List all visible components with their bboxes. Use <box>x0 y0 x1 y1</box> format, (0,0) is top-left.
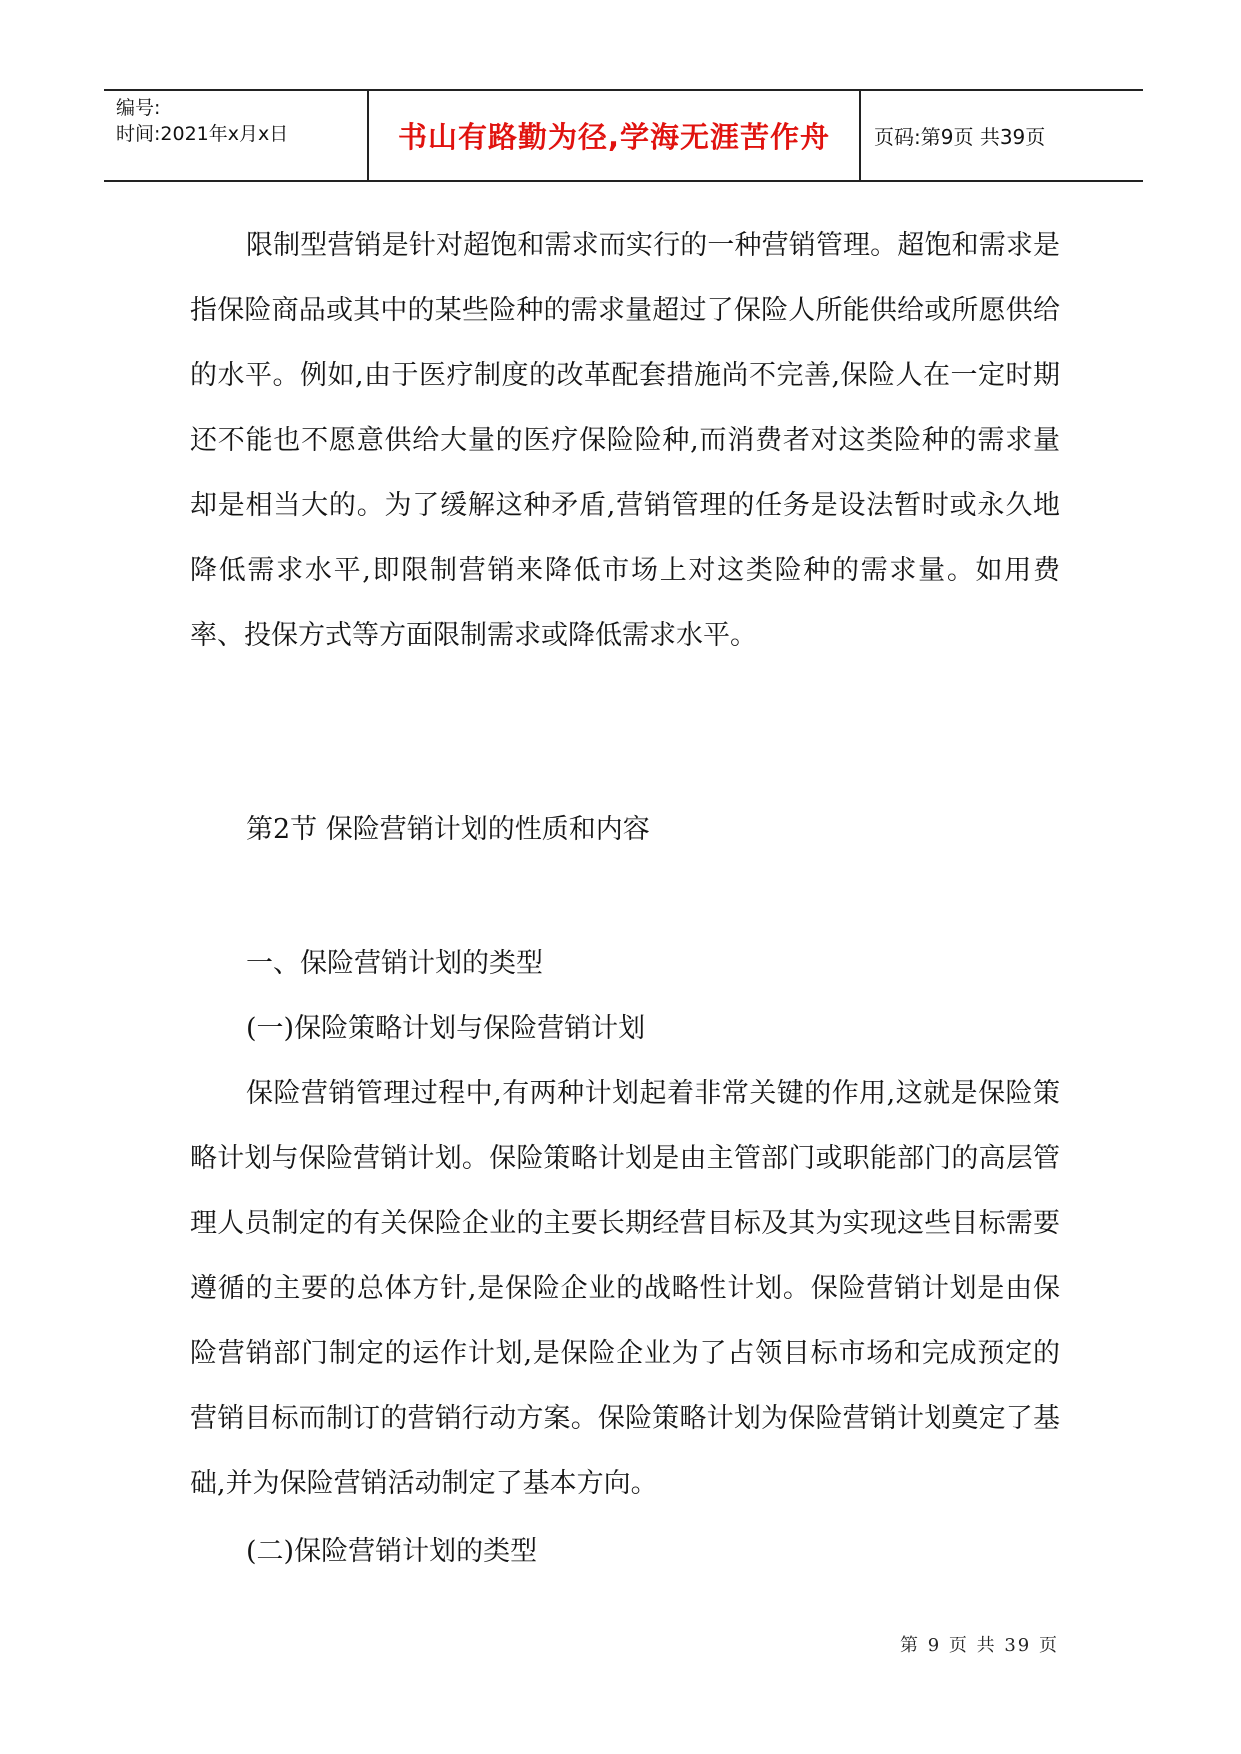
header-motto: 书山有路勤为径,学海无涯苦作舟 <box>397 120 831 154</box>
header-page-number: 页码:第9页 共39页 <box>874 125 1046 149</box>
page-footer: 第 9 页 共 39 页 <box>900 1635 1059 1656</box>
body-section-1 <box>190 213 1060 668</box>
document-time-label: 时间:2021年x月x日 <box>116 123 289 145</box>
body-section-2 <box>190 1061 1060 1516</box>
paragraph-restrictive-marketing: 限制型营销是针对超饱和需求而实行的一种营销管理。超饱和需求是指保险商品或其中的某些险种的需求量超过了保险人所能供给或所愿供给的水平。例如,由于医疗制度的改革配套措施尚不完善,保险人在一定时期还不能也不愿意供给大量的医疗保险险种,而消费者对这类险种的需求量却是相当大的。为了缓解这种矛盾,营销管理的任务是设法暂时或永久地降低需求水平,即限制营销来降低市场上对这类险种的需求量。如用费率、投保方式等方面限制需求或降低需求水平。 <box>190 230 1060 651</box>
document-number-label: 编号: <box>116 97 161 119</box>
heading-level-1: 一、保险营销计划的类型 <box>246 948 543 979</box>
header-meta <box>116 95 288 147</box>
document-header <box>104 89 1143 182</box>
heading-level-2: (二)保险营销计划的类型 <box>246 1536 538 1567</box>
heading-level-2: (一)保险策略计划与保险营销计划 <box>246 1013 646 1044</box>
paragraph-strategy-vs-marketing-plan: 保险营销管理过程中,有两种计划起着非常关键的作用,这就是保险策略计划与保险营销计划。保险策略计划是由主管部门或职能部门的高层管理人员制定的有关保险企业的主要长期经营目标及其为实现这些目标需要遵循的主要的总体方针,是保险企业的战略性计划。保险营销计划是由保险营销部门制定的运作计划,是保险企业为了占领目标市场和完成预定的营销目标而制订的营销行动方案。保险策略计划为保险营销计划奠定了基础,并为保险营销活动制定了基本方向。 <box>190 1078 1060 1499</box>
header-divider <box>859 91 861 180</box>
section-title: 第2节 保险营销计划的性质和内容 <box>246 814 650 845</box>
